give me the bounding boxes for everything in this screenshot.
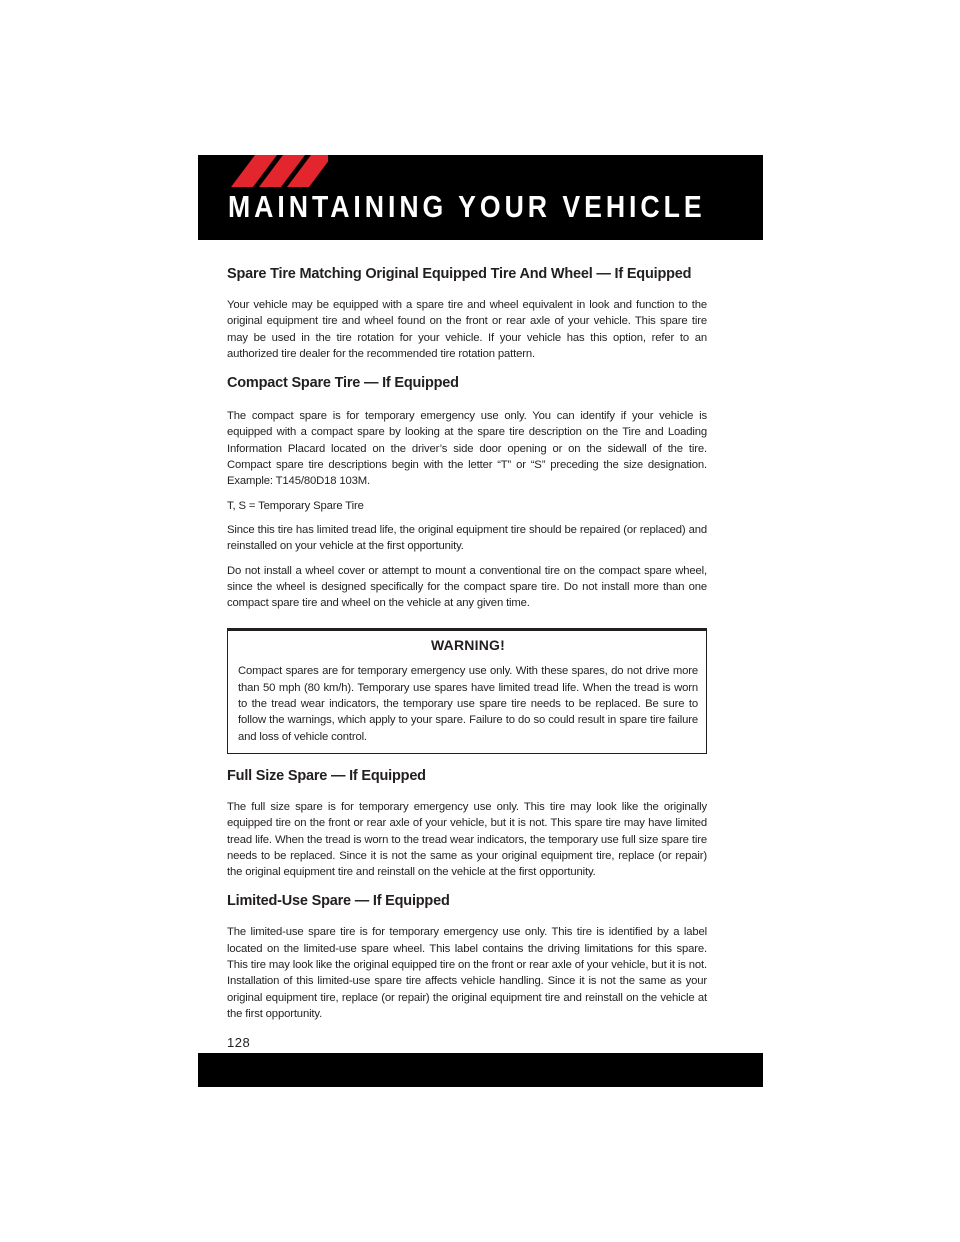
section-limited-use-spare (227, 893, 707, 1022)
section-heading: Spare Tire Matching Original Equipped Tire And Wheel — If Equipped (227, 266, 692, 282)
paragraph: T, S = Temporary Spare Tire (227, 499, 364, 512)
paragraph: Since this tire has limited tread life, the original equipment tire should be repaired (or replaced) and reinstalled on your vehicle at the first opportunity. (227, 523, 707, 553)
section-heading: Compact Spare Tire — If Equipped (227, 375, 459, 392)
page-number: 128 (227, 1035, 251, 1050)
section-full-size-spare (227, 768, 707, 880)
footer-bar (198, 1053, 763, 1087)
warning-box (227, 628, 707, 753)
chapter-title: MAINTAINING YOUR VEHICLE (228, 189, 706, 224)
section-heading: Full Size Spare — If Equipped (227, 767, 426, 784)
paragraph: The limited-use spare tire is for temporary emergency use only. This tire is identified by a label located on the limited-use spare wheel. This label contains the driving limitations for this spare. This tire may look like the original equipped tire on the front or rear axle of your vehicle, but it is not. Installation of this limited-use spare tire affects vehicle handling. Since it is not the same as your original equipment tire, replace (or repair) the original equipment tire and reinstall on the vehicle at the first opportunity. (227, 926, 707, 1020)
page-content (227, 266, 707, 1022)
header-bar (198, 155, 763, 240)
warning-title: WARNING! (431, 637, 505, 654)
paragraph: The compact spare is for temporary emergency use only. You can identify if your vehicle is equipped with a compact spare by looking at the spare tire description on the Tire and Loading Information Placard located on the driver’s side door opening or on the sidewall of the tire. Compact spare tire descriptions begin with the letter “T” or “S” preceding the size designation. Example: T145/80D18 103M. (227, 410, 707, 488)
warning-text: Compact spares are for temporary emergency use only. With these spares, do not drive more than 50 mph (80 km/h). Temporary use spares have limited tread life. When the tread is worn to the tread wear indicators, the temporary use spare tire needs to be replaced. Be sure to follow the warnings, which apply to your spare. Failure to do so could result in spare tire failure and loss of vehicle control. (238, 665, 698, 743)
section-compact-spare (227, 375, 707, 611)
paragraph: Do not install a wheel cover or attempt to mount a conventional tire on the compact spare wheel, since the wheel is designed specifically for the compact spare tire. Do not install more than one compact spare tire and wheel on the vehicle at any given time. (227, 564, 707, 610)
paragraph: Your vehicle may be equipped with a spare tire and wheel equivalent in look and function to the original equipment tire and wheel found on the front or rear axle of your vehicle. This spare tire may be used in the tire rotation for your vehicle. If your vehicle has this option, refer to an authorized tire dealer for the recommended tire rotation pattern. (227, 299, 707, 360)
section-heading: Limited-Use Spare — If Equipped (227, 893, 450, 910)
red-stripes-logo (198, 155, 328, 187)
section-spare-tire-matching (227, 266, 707, 362)
paragraph: The full size spare is for temporary emergency use only. This tire may look like the originally equipped tire on the front or rear axle of your vehicle, but it is not. This spare tire may have limited tread life. When the tread is worn to the tread wear indicators, the temporary use full size spare tire needs to be replaced. Since it is not the same as your original equipment tire, replace (or repair) the original equipment tire and reinstall on the vehicle at the first opportunity. (227, 800, 707, 879)
